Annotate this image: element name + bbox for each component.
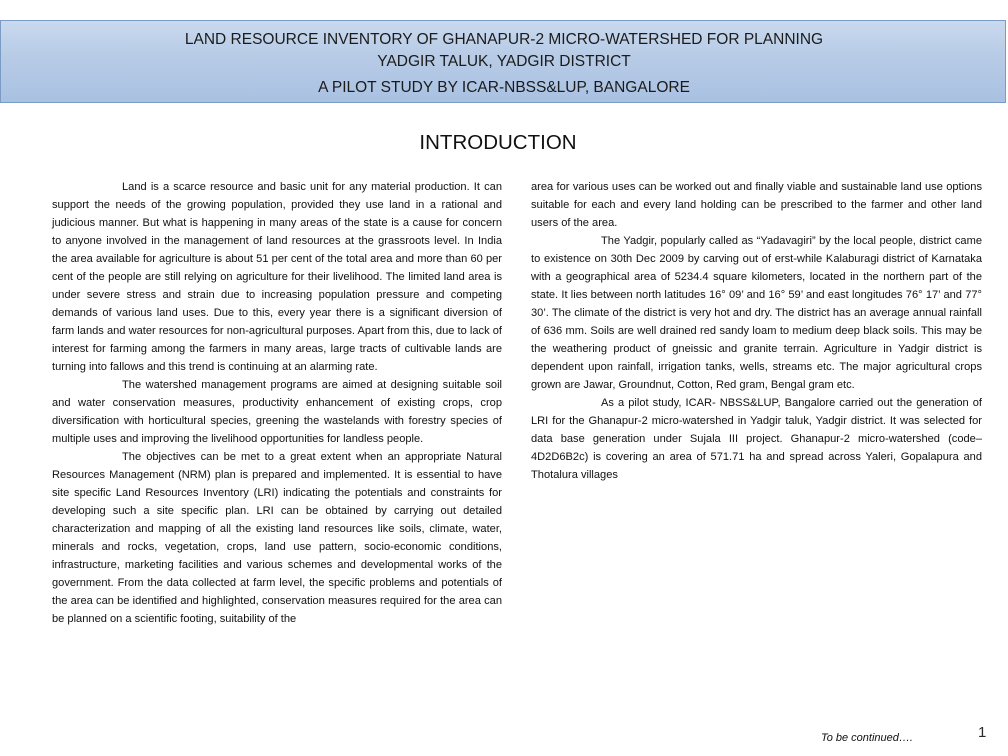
paragraph-objectives-lri: The objectives can be met to a great extent when an appropriate Natural Resources Management (NRM) plan is prepared and implemented. It is essential to have site specific Land Resources Inventory (LRI) indicating the potentials and constraints for developing such a site specific plan. LRI can be obtained by carrying out detailed characterization and mapping of all the existing land resources like soils, climate, water, minerals and rocks, vegetation, crops, land use pattern, socio-economic conditions, infrastructure, marketing facilities and various schemes and developmental works of the government. From the data collected at farm level, the specific problems and potentials of the area can be identified and highlighted, conservation measures required for the area can be planned on a scientific footing, suitability of the: [52, 451, 502, 625]
paragraph-yadgir-district: The Yadgir, popularly called as “Yadavagiri” by the local people, district came to existence on 30th Dec 2009 by carving out of erst-while Kalaburagi district of Karnataka with a geographical area of 5234.4 square kilometers, located in the northern part of the state. It lies between north latitudes 16° 09’ and 16° 59’ and east longitudes 76° 17’ and 77° 30’. The climate of the district is very hot and dry. The district has an average annual rainfall of 636 mm. Soils are well drained red sandy loam to medium deep black soils. This may be the weathering product of gneissic and granite terrain. Agriculture in Yadgir district is dependent upon rainfall, irrigation tanks, wells, streams etc. The major agricultural crops grown are Jawar, Groundnut, Cotton, Red gram, Bengal gram etc.: [531, 235, 982, 391]
right-text-column: [531, 178, 982, 484]
banner-study-line: A PILOT STUDY BY ICAR-NBSS&LUP, BANGALORE: [318, 79, 690, 96]
title-banner: [0, 20, 1006, 103]
continued-note: To be continued….: [821, 732, 913, 744]
page-number: 1: [978, 724, 987, 741]
page-title: INTRODUCTION: [419, 131, 577, 154]
paragraph-watershed-programs: The watershed management programs are aimed at designing suitable soil and water conservation measures, productivity enhancement of existing crops, crop diversification with horticultural species, greening the wastelands with forestry species of multiple uses and improving the livelihood opportunities for landless people.: [52, 379, 502, 445]
paragraph-land-scarcity: Land is a scarce resource and basic unit for any material production. It can support the needs of the growing population, provided they use land in a rational and judicious manner. But what is happening in many areas of the state is a cause for concern to anyone involved in the management of land resources at the grassroots level. In India the area available for agriculture is about 51 per cent of the total area and more than 60 per cent of the people are still relying on agriculture for their livelihood. The limited land area is under severe stress and strain due to increasing population pressure and competing demands of various land uses. Due to this, every year there is a significant diversion of farm lands and water resources for non-agricultural purposes. Apart from this, due to lack of interest for farming among the farmers in many areas, large tracts of cultivable lands are turning into fallows and this trend is continuing at an alarming rate.: [52, 181, 502, 373]
paragraph-land-use-options: area for various uses can be worked out and finally viable and sustainable land use options suitable for each and every land holding can be prescribed to the farmer and other land users of the area.: [531, 181, 982, 229]
banner-title-line: LAND RESOURCE INVENTORY OF GHANAPUR-2 MICRO-WATERSHED FOR PLANNING: [184, 31, 824, 48]
left-text-column: [52, 178, 502, 628]
banner-location-line: YADGIR TALUK, YADGIR DISTRICT: [377, 53, 631, 70]
paragraph-pilot-study: As a pilot study, ICAR- NBSS&LUP, Bangalore carried out the generation of LRI for the Ghanapur-2 micro-watershed in Yadgir taluk, Yadgir district. It was selected for data base generation under Sujala III project. Ghanapur-2 micro-watershed (code–4D2D6B2c) is covering an area of 571.71 ha and spread across Yaleri, Gopalapura and Thotalura villages: [531, 397, 982, 481]
